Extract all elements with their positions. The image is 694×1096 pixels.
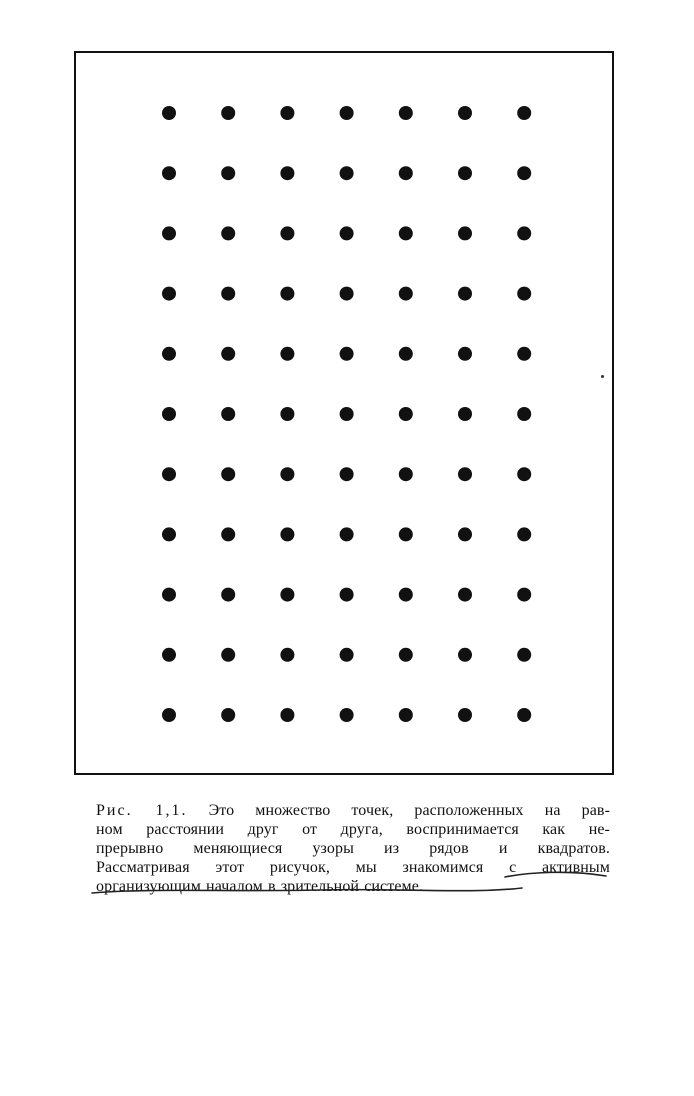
- dot: [221, 166, 235, 180]
- dot: [221, 106, 235, 120]
- dot: [458, 287, 472, 301]
- dot: [458, 588, 472, 602]
- dot: [399, 347, 413, 361]
- dot: [340, 648, 354, 662]
- dot: [399, 527, 413, 541]
- dot: [340, 407, 354, 421]
- dot: [162, 467, 176, 481]
- stray-mark: [601, 375, 604, 378]
- dot: [517, 226, 531, 240]
- dot: [340, 588, 354, 602]
- dot: [280, 467, 294, 481]
- dot: [517, 708, 531, 722]
- dot: [221, 347, 235, 361]
- figure-frame: [74, 51, 614, 775]
- dot: [340, 527, 354, 541]
- dot: [399, 648, 413, 662]
- figure-caption: [96, 801, 610, 896]
- dot: [458, 527, 472, 541]
- dot: [399, 106, 413, 120]
- caption-line-5: организующим началом в зрительной системе.: [96, 878, 424, 895]
- dot: [340, 467, 354, 481]
- dot: [162, 648, 176, 662]
- caption-line-3: прерывно меняющиеся узоры из рядов и квадратов.: [96, 840, 610, 857]
- dot: [280, 226, 294, 240]
- dot: [280, 527, 294, 541]
- dot: [458, 166, 472, 180]
- dot: [340, 708, 354, 722]
- dot: [458, 708, 472, 722]
- dot: [517, 287, 531, 301]
- dot: [221, 287, 235, 301]
- dot: [280, 708, 294, 722]
- dot: [399, 708, 413, 722]
- dot: [162, 347, 176, 361]
- dot: [399, 226, 413, 240]
- dot: [280, 407, 294, 421]
- figure-label: Рис. 1,1.: [96, 802, 188, 819]
- dot: [399, 166, 413, 180]
- dot: [221, 648, 235, 662]
- dot: [517, 106, 531, 120]
- dot: [162, 226, 176, 240]
- dot: [162, 527, 176, 541]
- dot-grid: [76, 53, 612, 773]
- dot: [399, 407, 413, 421]
- dot: [162, 166, 176, 180]
- dot: [221, 588, 235, 602]
- dot: [517, 588, 531, 602]
- dot: [162, 106, 176, 120]
- dot: [280, 166, 294, 180]
- dot: [399, 588, 413, 602]
- dot: [517, 407, 531, 421]
- dot: [458, 407, 472, 421]
- dot: [340, 287, 354, 301]
- dot: [162, 708, 176, 722]
- caption-line-4: Рассматривая этот рисучок, мы знакомимся с активным: [96, 859, 610, 876]
- dot: [458, 226, 472, 240]
- dot: [517, 648, 531, 662]
- dot: [517, 166, 531, 180]
- dot: [399, 467, 413, 481]
- dot: [517, 467, 531, 481]
- dot: [399, 287, 413, 301]
- caption-line-1: Рис. 1,1. Это множество точек, расположенных на рав-: [96, 802, 610, 819]
- dot: [221, 708, 235, 722]
- dot: [221, 527, 235, 541]
- dot: [162, 407, 176, 421]
- dot: [280, 287, 294, 301]
- dot: [340, 166, 354, 180]
- dot: [280, 106, 294, 120]
- caption-line-2: ном расстоянии друг от друга, воспринимается как не-: [96, 821, 610, 838]
- dot: [458, 106, 472, 120]
- dot: [280, 648, 294, 662]
- dot: [162, 588, 176, 602]
- dot: [221, 467, 235, 481]
- dot: [340, 106, 354, 120]
- dot: [280, 588, 294, 602]
- dot: [517, 527, 531, 541]
- dot: [458, 648, 472, 662]
- dot: [340, 347, 354, 361]
- dot: [458, 467, 472, 481]
- dot: [162, 287, 176, 301]
- dot: [517, 347, 531, 361]
- dot: [280, 347, 294, 361]
- dot: [340, 226, 354, 240]
- dot: [221, 407, 235, 421]
- dot: [458, 347, 472, 361]
- dot: [221, 226, 235, 240]
